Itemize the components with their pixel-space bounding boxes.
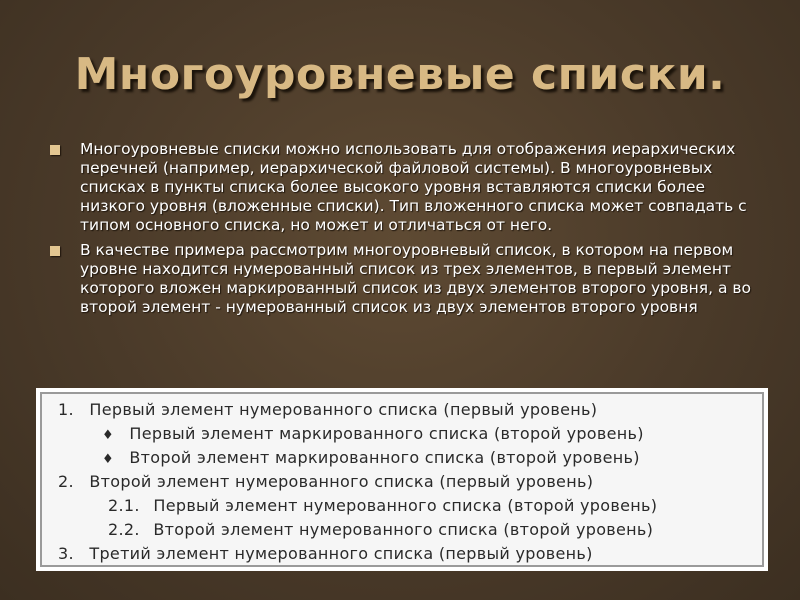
list-number: 1.	[58, 400, 74, 419]
bullet-text: В качестве примера рассмотрим многоуровневый список, в котором на первом уровне находится нумерованный список из трех элементов, в первый элемент которого вложен маркированный список из двух элементов второго уровня, а во второй элемент - нумерованный список из двух элементов второго уровня	[80, 241, 752, 316]
bullet-list	[46, 140, 762, 323]
example-line-level1	[58, 544, 593, 564]
square-bullet-icon	[50, 246, 60, 256]
example-line-level2	[108, 496, 657, 516]
example-line-text: Первый элемент нумерованного списка (первый уровень)	[89, 400, 598, 419]
example-line-level1	[58, 400, 597, 420]
example-list-frame	[40, 392, 764, 567]
diamond-bullet-icon: ♦	[102, 452, 114, 467]
list-number: 2.	[58, 472, 74, 491]
example-line-level2	[108, 520, 653, 540]
example-line-text: Второй элемент нумерованного списка (первый уровень)	[89, 472, 594, 491]
example-line-text: Второй элемент маркированного списка (второй уровень)	[129, 448, 640, 467]
list-number: 3.	[58, 544, 74, 563]
example-line-text: Второй элемент нумерованного списка (второй уровень)	[153, 520, 654, 539]
list-number: 2.1.	[108, 496, 140, 515]
slide-title: Многоуровневые списки.	[74, 49, 726, 100]
bullet-text: Многоуровневые списки можно использовать для отображения иерархических перечней (например, иерархической файловой системы). В многоуровневых списках в пункты списка более высокого уровня вставляются списки более низкого уровня (вложенные списки). Тип вложенного списка может совпадать с типом основного списка, но может и отличаться от него.	[80, 140, 747, 234]
example-line-level1	[58, 472, 593, 492]
example-line-level2	[102, 448, 640, 470]
example-line-level2	[102, 424, 644, 446]
example-line-text: Первый элемент нумерованного списка (второй уровень)	[153, 496, 658, 515]
example-line-text: Третий элемент нумерованного списка (первый уровень)	[89, 544, 593, 563]
bullet-item	[46, 241, 762, 317]
bullet-item	[46, 140, 762, 235]
example-line-text: Первый элемент маркированного списка (второй уровень)	[129, 424, 644, 443]
diamond-bullet-icon: ♦	[102, 428, 114, 443]
list-number: 2.2.	[108, 520, 140, 539]
square-bullet-icon	[50, 145, 60, 155]
example-list-image	[36, 388, 768, 571]
